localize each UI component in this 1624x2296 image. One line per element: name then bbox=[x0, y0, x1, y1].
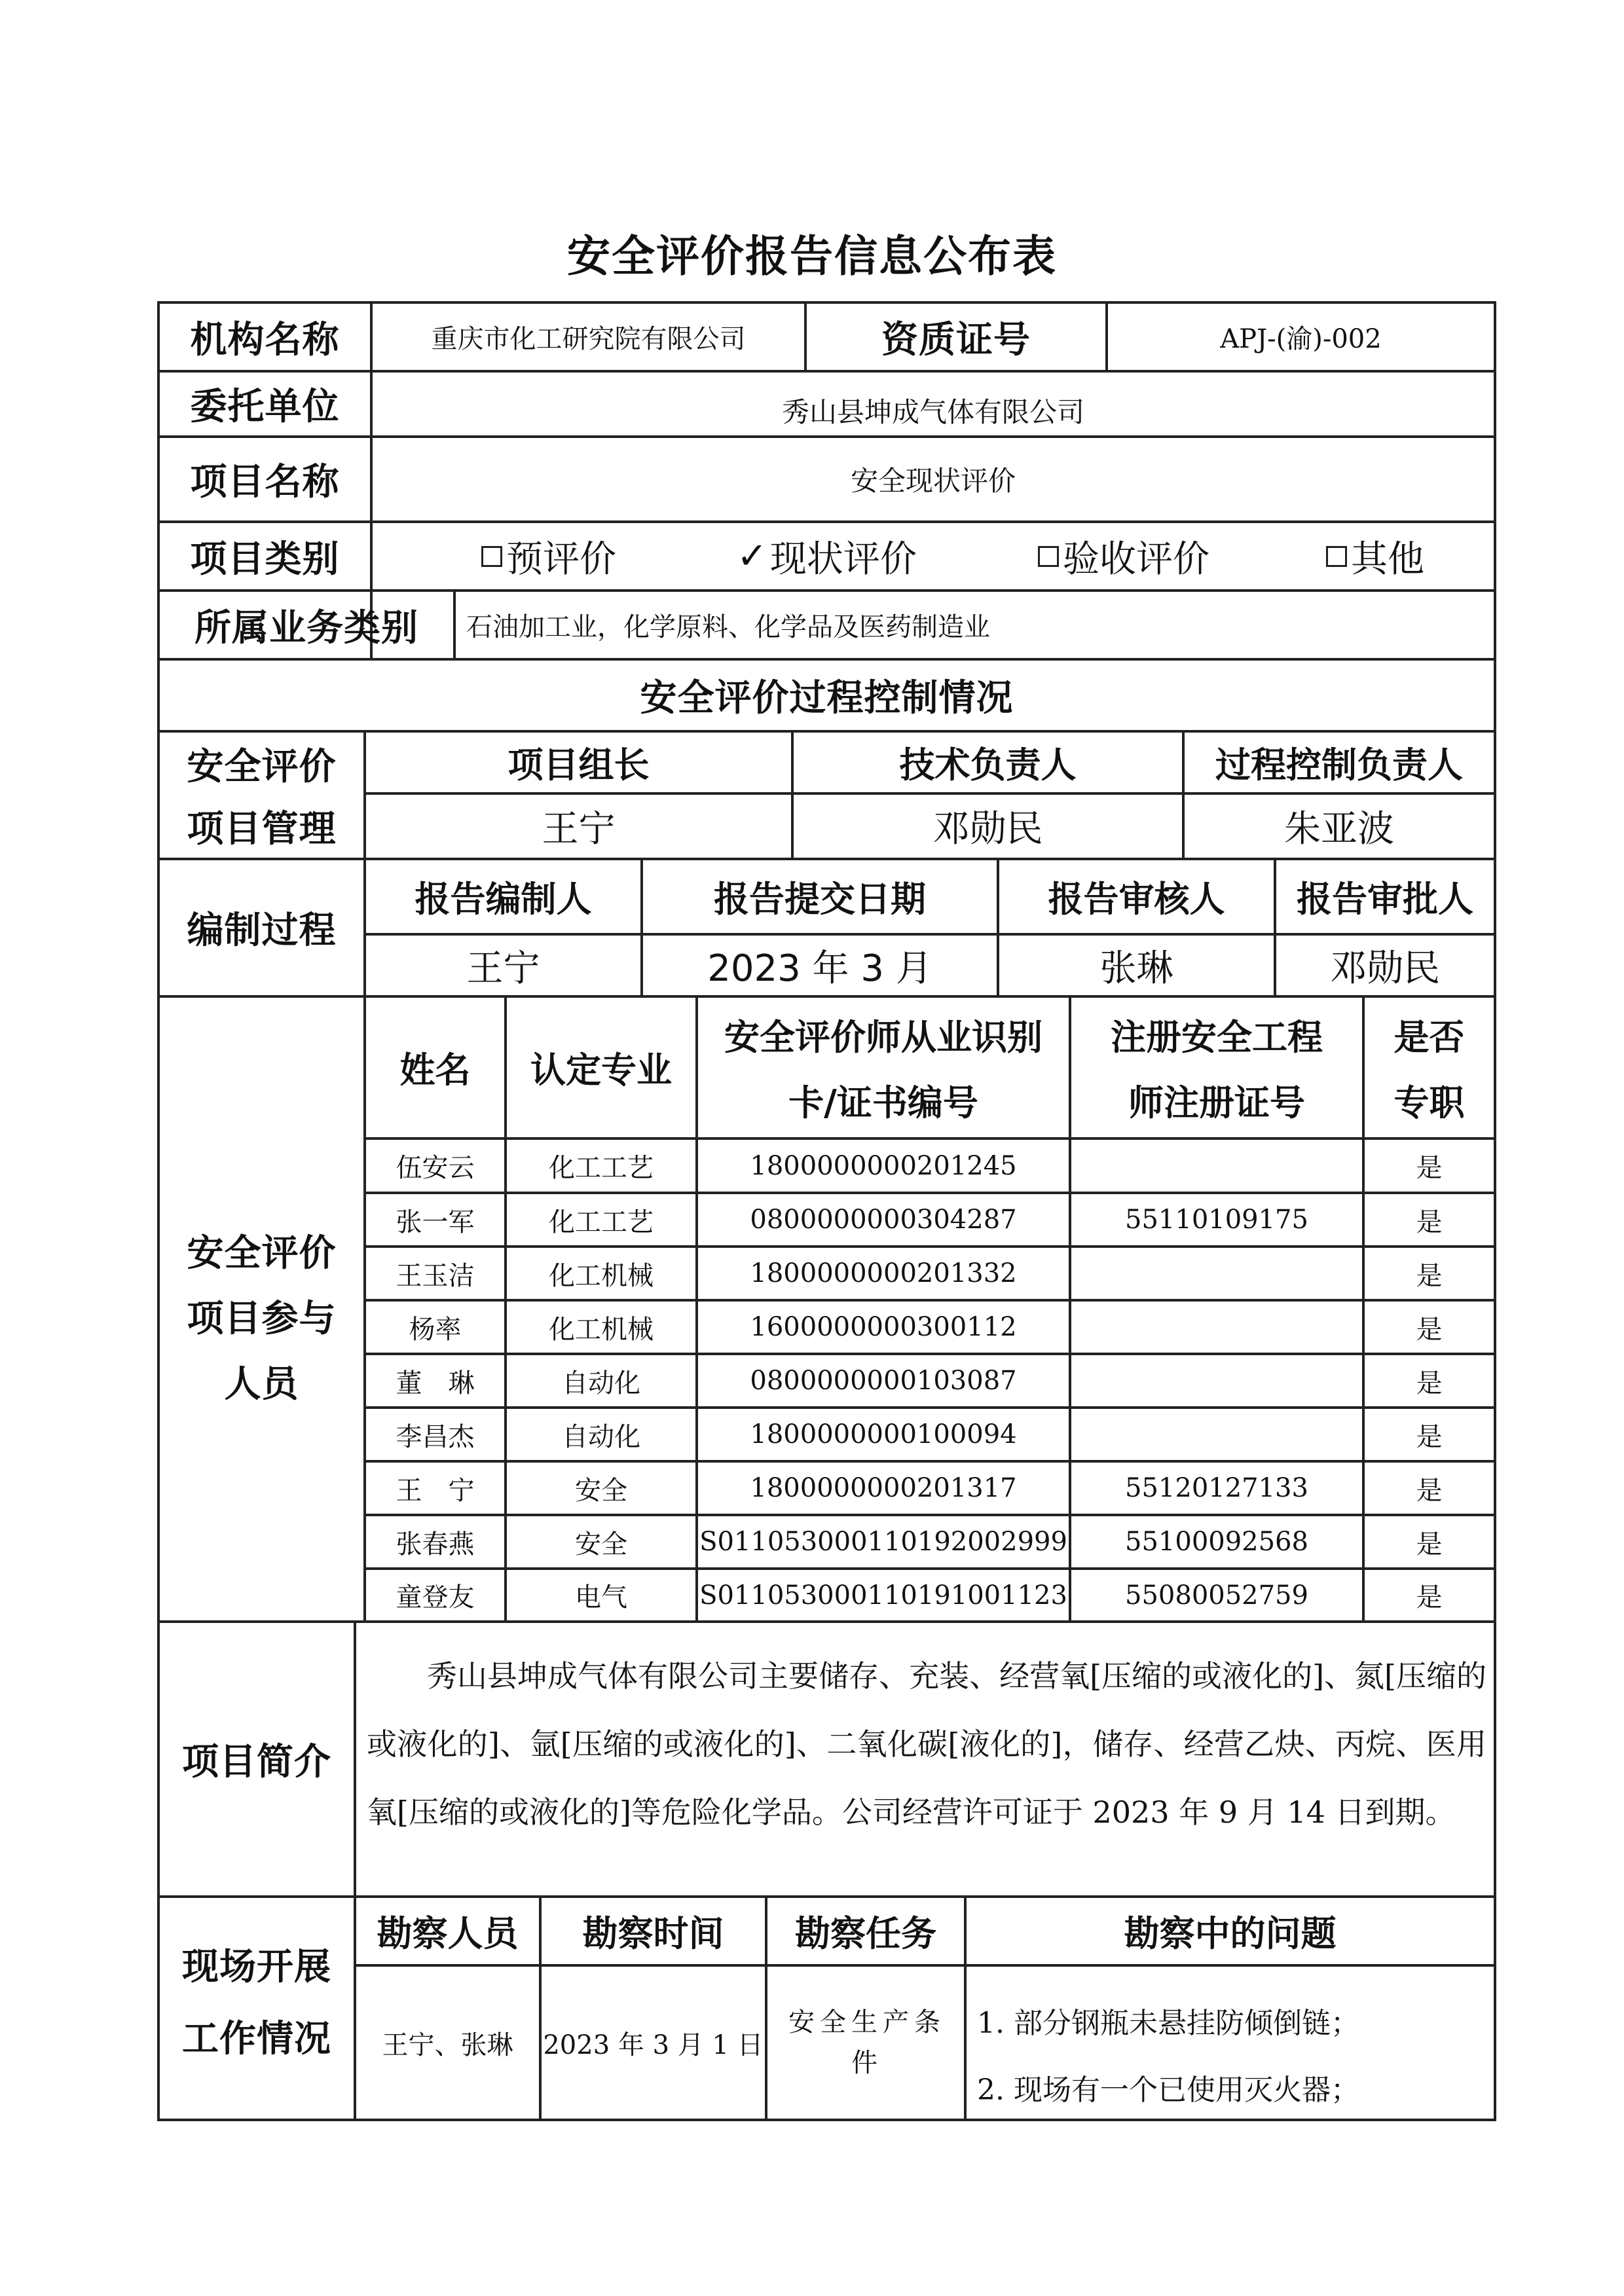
header-survey-issues: 勘察中的问题 bbox=[1124, 1913, 1337, 1954]
staff-card: 1600000000300112 bbox=[750, 1312, 1017, 1342]
header-submit-date: 报告提交日期 bbox=[714, 879, 926, 920]
site-label-2: 工作情况 bbox=[182, 2018, 331, 2060]
header-fulltime-2: 专职 bbox=[1393, 1082, 1465, 1123]
staff-major: 化工工艺 bbox=[549, 1153, 654, 1183]
header-fulltime-1: 是否 bbox=[1393, 1016, 1465, 1058]
header-reviewer: 报告审核人 bbox=[1048, 879, 1225, 920]
org-name-label: 机构名称 bbox=[190, 318, 340, 361]
staff-label-1: 安全评价 bbox=[187, 1232, 337, 1275]
staff-name: 张一军 bbox=[396, 1207, 475, 1237]
project-value: 安全现状评价 bbox=[850, 465, 1016, 497]
org-name-value: 重庆市化工研究院有限公司 bbox=[431, 324, 746, 354]
category-option-other: 其他 bbox=[1326, 523, 1483, 589]
survey-task-value: 安全生产条件 bbox=[788, 2007, 946, 2078]
staff-reg: 55080052759 bbox=[1125, 1580, 1308, 1611]
header-card-1: 安全评价师从业识别 bbox=[724, 1016, 1043, 1058]
intro-text: 秀山县坤成气体有限公司主要储存、充装、经营氧[压缩的或液化的]、氮[压缩的或液化的]、氩[压缩的或液化的]、二氧化碳[液化的]，储存、经营乙炔、丙烷、医用氧[压缩的或液化的]等危险化学品。公司经营许可证于 2023 年 9 月 14 日到期。 bbox=[367, 1658, 1486, 1830]
rule bbox=[157, 1620, 1496, 1623]
header-approver: 报告审批人 bbox=[1297, 879, 1473, 920]
approver-value: 邓勋民 bbox=[1330, 947, 1440, 990]
staff-card: S011053000110192002999 bbox=[699, 1527, 1067, 1557]
survey-time-value: 2023 年 3 月 1 日 bbox=[543, 2030, 764, 2060]
header-reg-2: 师注册证号 bbox=[1128, 1082, 1305, 1123]
process-section-title: 安全评价过程控制情况 bbox=[640, 677, 1014, 720]
staff-fulltime: 是 bbox=[1416, 1153, 1443, 1183]
header-process-lead: 过程控制负责人 bbox=[1215, 744, 1463, 786]
staff-name: 伍安云 bbox=[396, 1153, 475, 1183]
intro-label: 项目简介 bbox=[182, 1741, 331, 1783]
survey-issue-item: 1. 部分钢瓶未悬挂防倾倒链； bbox=[977, 2007, 1359, 2040]
header-compiler: 报告编制人 bbox=[415, 879, 592, 920]
category-label: 项目类别 bbox=[190, 538, 340, 581]
survey-issues-list bbox=[977, 1990, 1359, 2124]
staff-fulltime: 是 bbox=[1416, 1260, 1443, 1291]
staff-name: 李昌杰 bbox=[396, 1421, 475, 1452]
category-option-acceptance: 验收评价 bbox=[1038, 523, 1287, 589]
checkmark-icon: ✓ bbox=[737, 535, 767, 577]
header-reg-1: 注册安全工程 bbox=[1111, 1016, 1323, 1058]
page-title: 安全评价报告信息公布表 bbox=[567, 231, 1057, 282]
reviewer-value: 张琳 bbox=[1099, 947, 1173, 990]
staff-reg: 55120127133 bbox=[1125, 1473, 1308, 1503]
staff-card: 0800000000103087 bbox=[750, 1366, 1017, 1396]
staff-fulltime: 是 bbox=[1416, 1314, 1443, 1345]
staff-major: 自动化 bbox=[562, 1421, 640, 1452]
staff-reg bbox=[1071, 1248, 1362, 1299]
rule bbox=[453, 589, 456, 658]
tech-lead-value: 邓勋民 bbox=[932, 808, 1043, 850]
staff-fulltime: 是 bbox=[1416, 1529, 1443, 1559]
header-card-2: 卡/证书编号 bbox=[788, 1082, 978, 1123]
staff-label-3: 人员 bbox=[224, 1363, 299, 1406]
staff-label-2: 项目参与 bbox=[187, 1298, 337, 1340]
header-tech-lead: 技术负责人 bbox=[899, 744, 1077, 786]
staff-fulltime: 是 bbox=[1416, 1368, 1443, 1398]
staff-card: 0800000000304287 bbox=[750, 1205, 1017, 1235]
cert-value: APJ-(渝)-002 bbox=[1220, 324, 1382, 354]
project-label: 项目名称 bbox=[190, 461, 340, 503]
staff-name: 王玉洁 bbox=[396, 1260, 475, 1291]
staff-fulltime: 是 bbox=[1416, 1421, 1443, 1452]
team-leader-value: 王宁 bbox=[542, 808, 616, 850]
compiler-value: 王宁 bbox=[466, 947, 540, 990]
header-survey-time: 勘察时间 bbox=[582, 1913, 724, 1954]
rule bbox=[157, 995, 1496, 998]
staff-fulltime: 是 bbox=[1416, 1207, 1443, 1237]
management-label-2: 项目管理 bbox=[187, 808, 337, 850]
business-label: 所属业务类别 bbox=[194, 606, 418, 649]
cert-label: 资质证号 bbox=[881, 318, 1031, 361]
staff-fulltime: 是 bbox=[1416, 1582, 1443, 1613]
staff-name: 张春燕 bbox=[396, 1529, 475, 1559]
staff-major: 化工工艺 bbox=[549, 1207, 654, 1237]
staff-card: 1800000000201317 bbox=[750, 1473, 1017, 1503]
staff-fulltime: 是 bbox=[1416, 1475, 1443, 1506]
compile-label: 编制过程 bbox=[187, 909, 337, 952]
site-label-1: 现场开展 bbox=[182, 1946, 331, 1988]
staff-name: 王 宁 bbox=[396, 1475, 475, 1506]
submit-date-value: 2023 年 3 月 bbox=[707, 947, 932, 990]
business-value: 石油加工业，化学原料、化学品及医药制造业 bbox=[466, 612, 990, 642]
checkbox-empty-icon bbox=[1326, 546, 1347, 567]
staff-card: 1800000000201332 bbox=[750, 1258, 1017, 1288]
checkbox-empty-icon bbox=[481, 546, 502, 567]
staff-card: S011053000110191001123 bbox=[699, 1580, 1067, 1611]
staff-major: 电气 bbox=[575, 1582, 627, 1613]
client-value: 秀山县坤成气体有限公司 bbox=[781, 396, 1084, 428]
staff-name: 杨率 bbox=[409, 1314, 462, 1345]
staff-reg bbox=[1071, 1409, 1362, 1460]
staff-name: 董 琳 bbox=[396, 1368, 475, 1398]
category-option-current: ✓ 现状评价 bbox=[737, 535, 917, 581]
staff-card: 1800000000100094 bbox=[750, 1419, 1017, 1449]
staff-major: 自动化 bbox=[562, 1368, 640, 1398]
staff-major: 化工机械 bbox=[549, 1260, 654, 1291]
staff-reg: 55110109175 bbox=[1125, 1205, 1308, 1235]
header-team-leader: 项目组长 bbox=[507, 744, 650, 786]
header-survey-personnel: 勘察人员 bbox=[377, 1913, 519, 1954]
client-label: 委托单位 bbox=[190, 386, 340, 428]
staff-major: 安全 bbox=[575, 1475, 627, 1506]
category-option-pre: 预评价 bbox=[481, 523, 678, 589]
checkbox-empty-icon bbox=[1038, 546, 1059, 567]
header-major: 认定专业 bbox=[530, 1049, 672, 1091]
process-lead-value: 朱亚波 bbox=[1284, 808, 1394, 850]
staff-reg bbox=[1071, 1140, 1362, 1192]
survey-personnel-value: 王宁、张琳 bbox=[382, 2030, 513, 2060]
management-label-1: 安全评价 bbox=[187, 745, 337, 788]
staff-major: 安全 bbox=[575, 1529, 627, 1559]
staff-reg bbox=[1071, 1302, 1362, 1353]
header-survey-task: 勘察任务 bbox=[795, 1913, 936, 1954]
staff-name: 童登友 bbox=[396, 1582, 475, 1613]
staff-card: 1800000000201245 bbox=[750, 1150, 1017, 1181]
staff-reg bbox=[1071, 1355, 1362, 1406]
survey-issue-item: 2. 现场有一个已使用灭火器； bbox=[977, 2073, 1359, 2107]
header-name: 姓名 bbox=[399, 1049, 471, 1091]
staff-reg: 55100092568 bbox=[1125, 1527, 1308, 1557]
staff-major: 化工机械 bbox=[549, 1314, 654, 1345]
